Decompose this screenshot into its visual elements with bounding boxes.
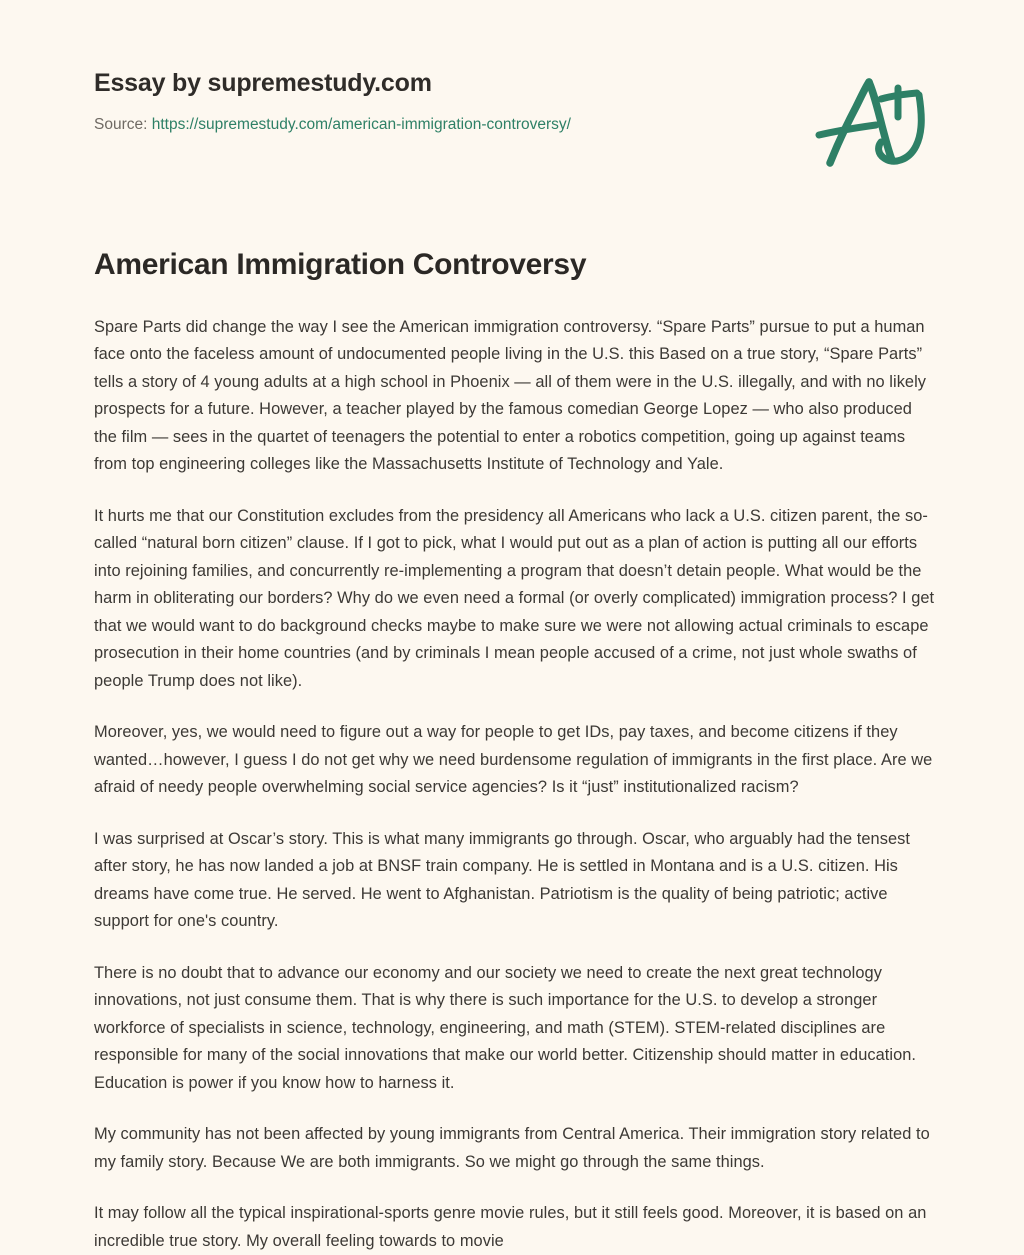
- source-label: Source:: [94, 116, 147, 133]
- article-paragraph: It may follow all the typical inspirational-sports genre movie rules, but it still feels good. Moreover, it is based on an incredible true story. My overall feeling towards to movie: [94, 1200, 939, 1255]
- page-header: [0, 0, 1024, 200]
- article-paragraph: Moreover, yes, we would need to figure out a way for people to get IDs, pay taxes, and become citizens if they wanted…however, I guess I do not get why we need burdensome regulation of immigrants in the first place. Are we afraid of needy people overwhelming social service agencies? Is it “just” institutionalized racism?: [94, 719, 939, 802]
- brand-block: [94, 68, 794, 135]
- article: [94, 246, 939, 1255]
- article-paragraph: My community has not been affected by young immigrants from Central America. Their immigration story related to my family story. Because We are both immigrants. So we might go through the same things.: [94, 1121, 939, 1176]
- brand-title: Essay by supremestudy.com: [94, 68, 794, 98]
- article-paragraph: There is no doubt that to advance our economy and our society we need to create the next great technology innovations, not just consume them. That is why there is such importance for the U.S. to develop a stronger workforce of specialists in science, technology, engineering, and math (STEM). STEM-related disciplines are responsible for many of the social innovations that make our world better. Citizenship should matter in education. Education is power if you know how to harness it.: [94, 960, 939, 1098]
- source-url-link[interactable]: https://supremestudy.com/american-immigration-controversy/: [152, 116, 571, 133]
- article-paragraph: Spare Parts did change the way I see the American immigration controversy. “Spare Parts” pursue to put a human face onto the faceless amount of undocumented people living in the U.S. this Based on a true story, “Spare Parts” tells a story of 4 young adults at a high school in Phoenix — all of them were in the U.S. illegally, and with no likely prospects for a future. However, a teacher played by the famous comedian George Lopez — who also produced the film — sees in the quartet of teenagers the potential to enter a robotics competition, going up against teams from top engineering colleges like the Massachusetts Institute of Technology and Yale.: [94, 314, 939, 479]
- page-title: American Immigration Controversy: [94, 246, 939, 284]
- source-line: [94, 115, 794, 135]
- article-paragraph: I was surprised at Oscar’s story. This is what many immigrants go through. Oscar, who arguably had the tensest after story, he has now landed a job at BNSF train company. He is settled in Montana and is a U.S. citizen. His dreams have come true. He served. He went to Afghanistan. Patriotism is the quality of being patriotic; active support for one's country.: [94, 826, 939, 936]
- article-paragraph: It hurts me that our Constitution excludes from the presidency all Americans who lack a U.S. citizen parent, the so-called “natural born citizen” clause. If I got to pick, what I would put out as a plan of action is putting all our efforts into rejoining families, and concurrently re-implementing a program that doesn’t detain people. What would be the harm in obliterating our borders? Why do we even need a formal (or overly complicated) immigration process? I get that we would want to do background checks maybe to make sure we were not allowing actual criminals to escape prosecution in their home countries (and by criminals I mean people accused of a crime, not just whole swaths of people Trump does not like).: [94, 503, 939, 696]
- a-plus-logo-icon: [806, 62, 936, 174]
- article-body: [94, 314, 939, 1255]
